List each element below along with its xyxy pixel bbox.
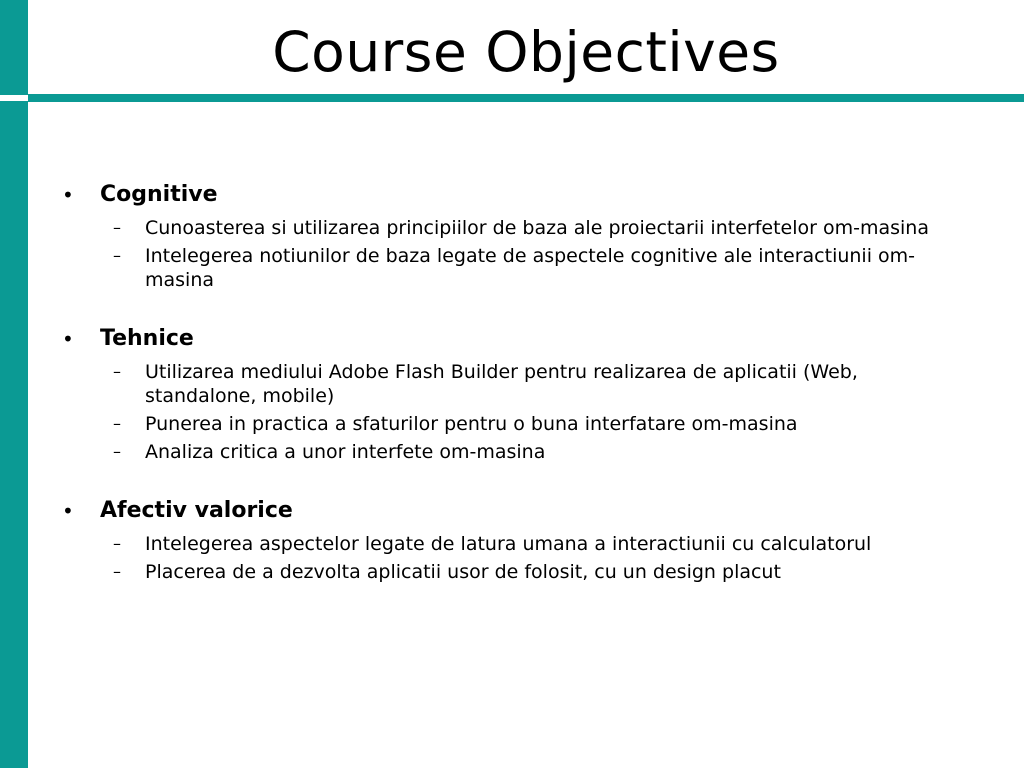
list-item-text: Punerea in practica a sfaturilor pentru o buna interfatare om-masina: [145, 413, 798, 435]
dash-icon: –: [113, 362, 121, 381]
list-item-text: Intelegerea notiunilor de baza legate de aspectele cognitive ale interactiunii om-masina: [145, 245, 916, 291]
list-item: [60, 216, 960, 240]
list-item: [60, 360, 960, 408]
section-afectiv-valorice: [60, 494, 960, 584]
list-item-text: Placerea de a dezvolta aplicatii usor de folosit, cu un design placut: [145, 561, 781, 583]
dash-icon: –: [113, 562, 121, 581]
content-list: [60, 178, 960, 614]
list-item-text: Utilizarea mediului Adobe Flash Builder pentru realizarea de aplicatii (Web, standalone, mobile): [145, 361, 858, 407]
section-heading-text: Afectiv valorice: [100, 498, 293, 523]
list-item-text: Analiza critica a unor interfete om-masina: [145, 441, 546, 463]
section-cognitive: [60, 178, 960, 292]
section-tehnice: [60, 322, 960, 464]
title-divider: [28, 94, 1024, 102]
bullet-icon: •: [62, 183, 74, 207]
list-item: [60, 560, 960, 584]
bullet-icon: •: [62, 327, 74, 351]
left-accent-bar: [0, 0, 28, 768]
list-item-text: Intelegerea aspectelor legate de latura umana a interactiunii cu calculatorul: [145, 533, 872, 555]
section-heading-text: Tehnice: [100, 326, 194, 351]
section-heading-text: Cognitive: [100, 182, 218, 207]
list-item-text: Cunoasterea si utilizarea principiilor de baza ale proiectarii interfetelor om-masina: [145, 217, 929, 239]
section-heading: [60, 494, 960, 528]
list-item: [60, 244, 960, 292]
slide-title: Course Objectives: [272, 20, 780, 84]
list-item: [60, 532, 960, 556]
section-heading: [60, 178, 960, 212]
section-heading: [60, 322, 960, 356]
dash-icon: –: [113, 414, 121, 433]
dash-icon: –: [113, 246, 121, 265]
list-item: [60, 412, 960, 436]
left-bar-notch: [0, 95, 28, 101]
bullet-icon: •: [62, 499, 74, 523]
list-item: [60, 440, 960, 464]
dash-icon: –: [113, 534, 121, 553]
dash-icon: –: [113, 218, 121, 237]
dash-icon: –: [113, 442, 121, 461]
